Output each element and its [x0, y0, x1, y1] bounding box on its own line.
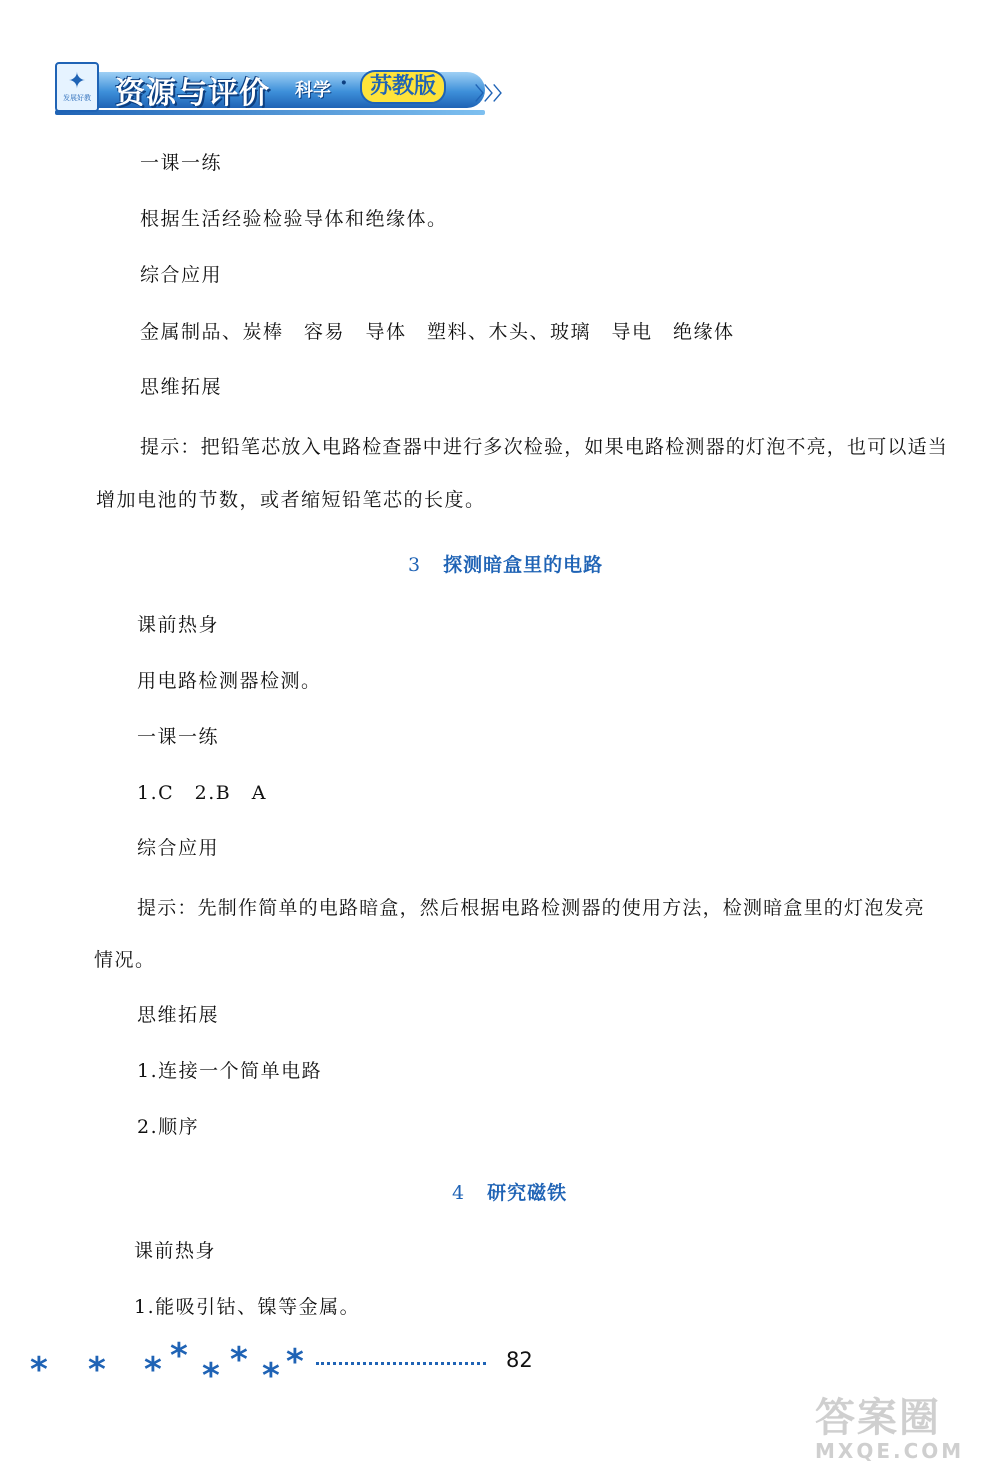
watermark-logo-text: 答案圈	[815, 1395, 941, 1441]
section-number: 3	[408, 554, 422, 576]
star-logo-icon: ✦	[67, 69, 87, 94]
section-heading	[452, 1178, 567, 1205]
subheading-practice: 一课一练	[140, 152, 223, 174]
answer-text: 2.顺序	[137, 1116, 200, 1138]
title-separator: ·	[340, 70, 348, 96]
subheading-warmup: 课前热身	[134, 1240, 217, 1262]
subheading-warmup: 课前热身	[137, 614, 220, 636]
answer-text: 根据生活经验检验导体和绝缘体。	[140, 208, 448, 230]
subheading-application: 综合应用	[137, 837, 220, 859]
chevron-right-icon: 〉〉〉	[475, 84, 511, 105]
hint-text: 提示：先制作简单的电路暗盒，然后根据电路检测器的使用方法，检测暗盒里的灯泡发亮	[137, 897, 925, 919]
subheading-extension: 思维拓展	[137, 1004, 220, 1026]
star-icon: *	[88, 1350, 106, 1390]
book-title: 资源与评价	[115, 76, 270, 111]
subheading-practice: 一课一练	[137, 726, 220, 748]
star-icon: *	[230, 1340, 248, 1380]
watermark	[815, 1396, 985, 1468]
logo-caption: 发展好教	[63, 94, 91, 102]
answer-text: 1.能吸引钴、镍等金属。	[134, 1296, 361, 1318]
watermark-url: MXQE.COM	[815, 1439, 965, 1463]
answer-text: 1.连接一个简单电路	[137, 1060, 323, 1082]
book-subject: 科学	[295, 80, 331, 101]
dotted-leader	[316, 1362, 486, 1365]
hint-text-continued: 增加电池的节数，或者缩短铅笔芯的长度。	[96, 489, 486, 511]
star-icon: *	[170, 1336, 188, 1376]
section-title: 研究磁铁	[487, 1182, 568, 1204]
star-icon: *	[144, 1350, 162, 1390]
hint-text-continued: 情况。	[94, 949, 156, 971]
answer-text: 用电路检测器检测。	[137, 670, 322, 692]
star-icon: *	[202, 1356, 220, 1396]
answer-text: 金属制品、炭棒 容易 导体 塑料、木头、玻璃 导电 绝缘体	[140, 321, 735, 343]
answer-text: 1.C 2.B A	[137, 782, 267, 804]
book-edition: 苏教版	[360, 70, 446, 104]
star-icon: *	[286, 1342, 304, 1382]
header-banner	[55, 62, 511, 120]
publisher-logo	[55, 62, 99, 112]
hint-text: 提示：把铅笔芯放入电路检查器中进行多次检验，如果电路检测器的灯泡不亮，也可以适当	[140, 436, 949, 458]
section-heading	[408, 550, 603, 577]
page-number: 82	[506, 1348, 533, 1372]
star-icon: *	[262, 1356, 280, 1396]
section-number: 4	[452, 1182, 466, 1204]
star-icon: *	[30, 1350, 48, 1390]
section-title: 探测暗盒里的电路	[443, 554, 604, 576]
subheading-application: 综合应用	[140, 264, 223, 286]
subheading-extension: 思维拓展	[140, 376, 223, 398]
